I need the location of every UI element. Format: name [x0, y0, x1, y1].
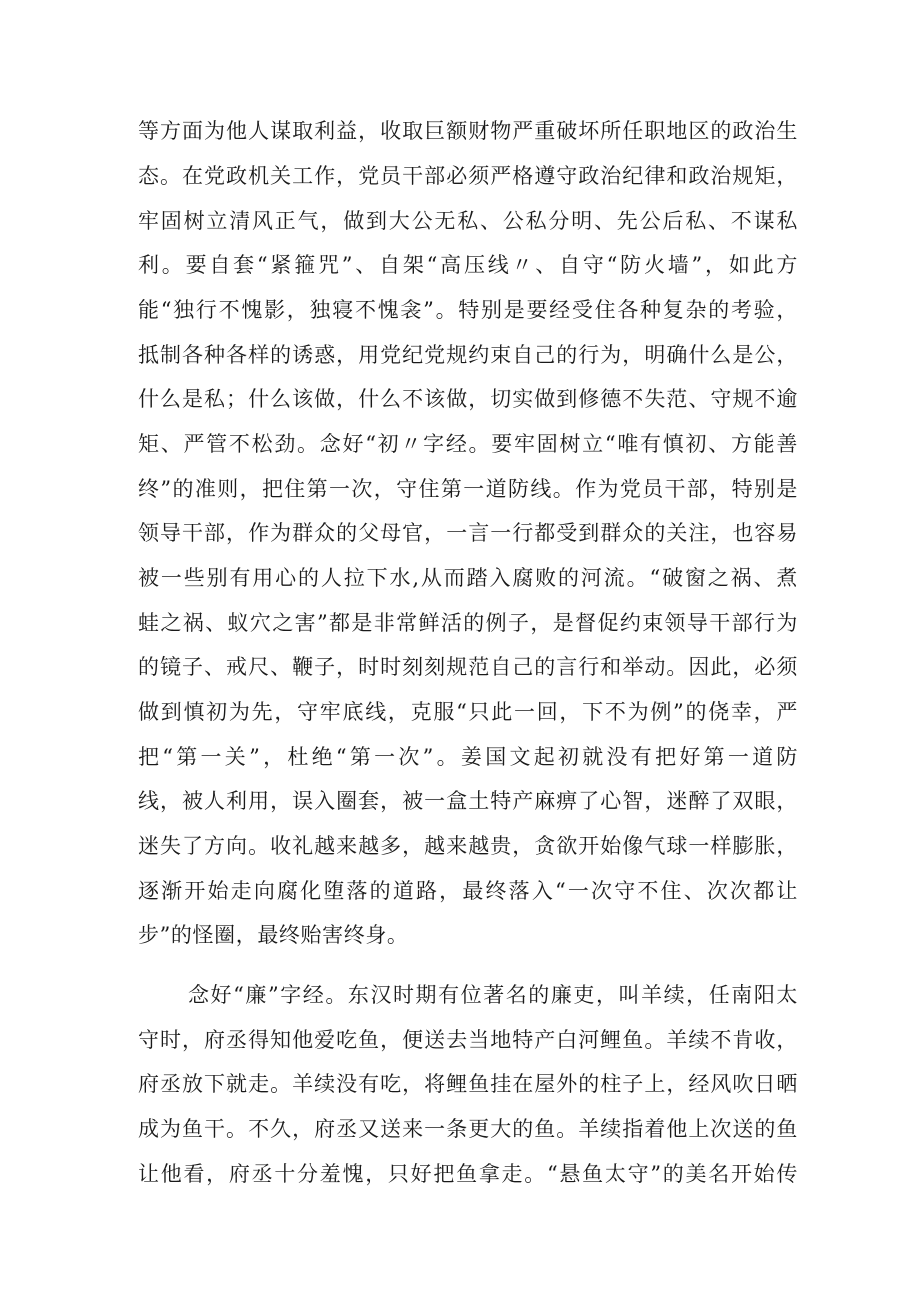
text-line: 把“第一关”，杜绝“第一次”。姜国文起初就没有把好第一道防	[138, 745, 798, 769]
text-line: 抵制各种各样的诱惑，用党纪党规约束自己的行为，明确什么是公，	[138, 343, 798, 367]
text-line: 态。在党政机关工作，党员干部必须严格遵守政治纪律和政治规矩，	[138, 164, 798, 188]
text-line: 府丞放下就走。羊续没有吃，将鲤鱼挂在屋外的柱子上，经风吹日晒	[138, 1072, 798, 1096]
text-line: 牢固树立清风正气，做到大公无私、公私分明、先公后私、不谋私	[138, 209, 798, 233]
text-line: 的镜子、戒尺、鞭子，时时刻刻规范自己的言行和举动。因此，必须	[138, 655, 798, 679]
text-line: 利。要自套“紧箍咒”、自架“高压线〃、自守“防火墙”，如此方	[138, 253, 798, 277]
text-line: 线，被人利用，误入圈套，被一盒土特产麻痹了心智，迷醉了双眼，	[138, 789, 798, 813]
text-line: 等方面为他人谋取利益，收取巨额财物严重破坏所任职地区的政治生	[138, 119, 798, 143]
text-line: 让他看，府丞十分羞愧，只好把鱼拿走。“悬鱼太守”的美名开始传	[138, 1162, 798, 1186]
text-line: 矩、严管不松劲。念好“初〃字经。要牢固树立“唯有慎初、方能善	[138, 432, 798, 456]
text-line: 做到慎初为先，守牢底线，克服“只此一回，下不为例”的侥幸，严	[138, 700, 798, 724]
text-line: 终”的准则，把住第一次，守住第一道防线。作为党员干部，特别是	[138, 477, 798, 501]
text-line: 能“独行不愧影，独寝不愧衾”。特别是要经受住各种复杂的考验，	[138, 298, 798, 322]
text-line: 什么是私；什么该做，什么不该做，切实做到修德不失范、守规不逾	[138, 387, 798, 411]
text-line: 领导干部，作为群众的父母官，一言一行都受到群众的关注，也容易	[138, 521, 798, 545]
text-line: 守时，府丞得知他爱吃鱼，便送去当地特产白河鲤鱼。羊续不肯收，	[138, 1028, 798, 1052]
text-line: 成为鱼干。不久，府丞又送来一条更大的鱼。羊续指着他上次送的鱼	[138, 1117, 798, 1141]
text-line: 被一些别有用心的人拉下水,从而踏入腐败的河流。“破窗之祸、煮	[138, 566, 798, 590]
text-line: 逐渐开始走向腐化堕落的道路，最终落入“一次守不住、次次都让	[138, 879, 798, 903]
text-line: 蛙之祸、蚁穴之害”都是非常鲜活的例子，是督促约束领导干部行为	[138, 611, 798, 635]
text-line: 迷失了方向。收礼越来越多，越来越贵，贪欲开始像气球一样膨胀，	[138, 834, 798, 858]
text-line: 念好“廉”字经。东汉时期有位著名的廉吏，叫羊续，任南阳太	[188, 983, 798, 1007]
text-line: 步”的怪圈，最终贻害终身。	[138, 923, 409, 947]
